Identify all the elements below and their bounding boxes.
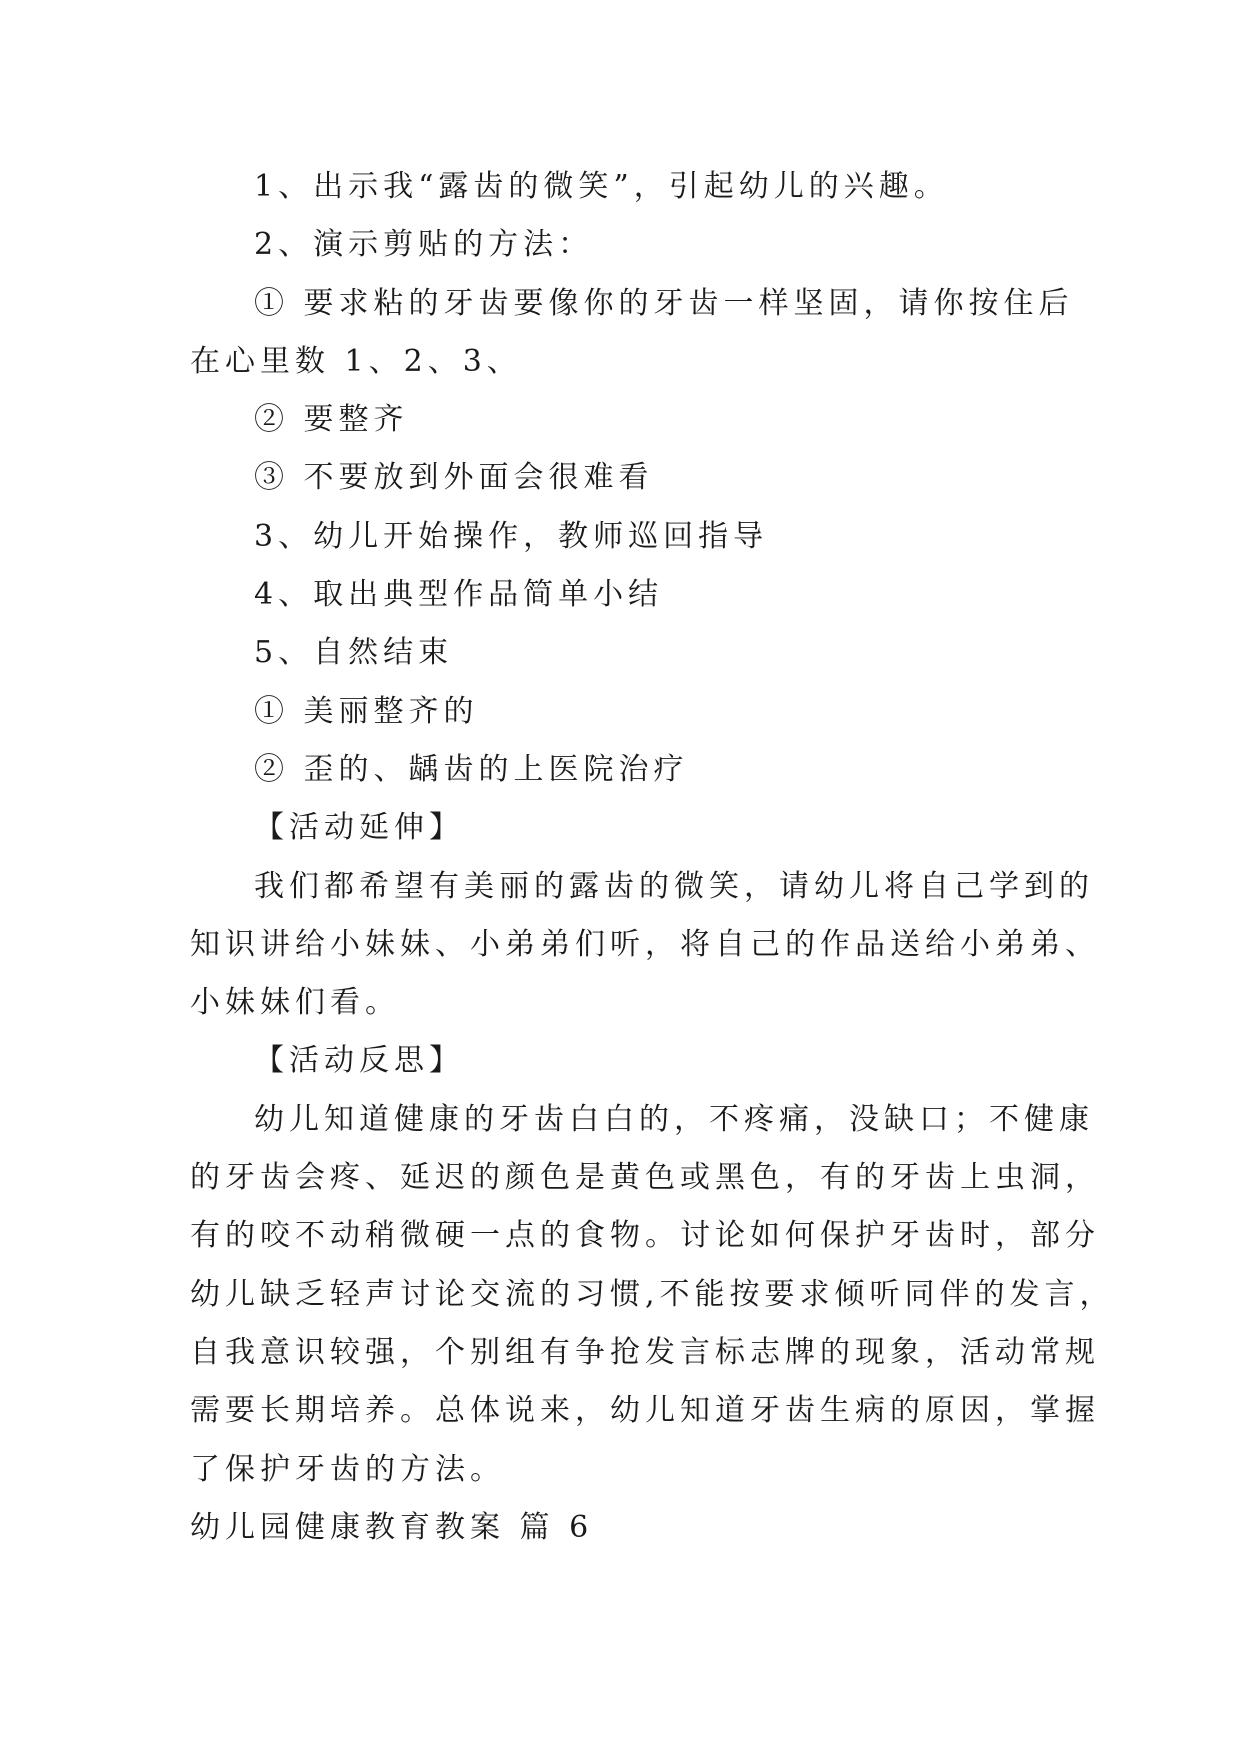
paragraph-line: 3、幼儿开始操作，教师巡回指导 <box>254 518 769 554</box>
paragraph-line: 5、自然结束 <box>254 635 454 671</box>
document-title-next-section: 幼儿园健康教育教案 篇 6 <box>190 1509 594 1545</box>
paragraph-line: 2、演示剪贴的方法： <box>254 227 594 263</box>
paragraph-line: 小妹妹们看。 <box>190 985 400 1021</box>
section-heading-extension: 【活动延伸】 <box>254 810 464 846</box>
document-body <box>190 158 1115 1557</box>
paragraph-line: 幼儿缺乏轻声讨论交流的习惯,不能按要求倾听同伴的发言， <box>190 1276 1115 1312</box>
section-heading-reflection: 【活动反思】 <box>254 1043 464 1079</box>
paragraph-line: 了保护牙齿的方法。 <box>190 1451 505 1487</box>
paragraph-line: 1、出示我“露齿的微笑”，引起幼儿的兴趣。 <box>254 169 949 204</box>
paragraph-line: 的牙齿会疼、延迟的颜色是黄色或黑色，有的牙齿上虫洞， <box>190 1160 1100 1196</box>
paragraph-line: ② 歪的、龋齿的上医院治疗 <box>254 751 689 787</box>
paragraph-line: 知识讲给小妹妹、小弟弟们听，将自己的作品送给小弟弟、 <box>190 926 1100 962</box>
paragraph-line: 自我意识较强，个别组有争抢发言标志牌的现象，活动常规 <box>190 1334 1100 1370</box>
paragraph-line: 需要长期培养。总体说来，幼儿知道牙齿生病的原因，掌握 <box>190 1393 1100 1429</box>
paragraph-line: 在心里数 1、2、3、 <box>190 343 522 379</box>
paragraph-line: 幼儿知道健康的牙齿白白的，不疼痛，没缺口；不健康 <box>254 1101 1094 1137</box>
paragraph-line: 4、取出典型作品简单小结 <box>254 577 664 613</box>
paragraph-line: 我们都希望有美丽的露齿的微笑，请幼儿将自己学到的 <box>254 868 1094 904</box>
paragraph-line: ① 美丽整齐的 <box>254 693 479 729</box>
paragraph-line: ① 要求粘的牙齿要像你的牙齿一样坚固，请你按住后 <box>254 285 1074 321</box>
paragraph-line: 有的咬不动稍微硬一点的食物。讨论如何保护牙齿时，部分 <box>190 1218 1100 1254</box>
paragraph-line: ③ 不要放到外面会很难看 <box>254 460 654 496</box>
paragraph-line: ② 要整齐 <box>254 402 409 438</box>
